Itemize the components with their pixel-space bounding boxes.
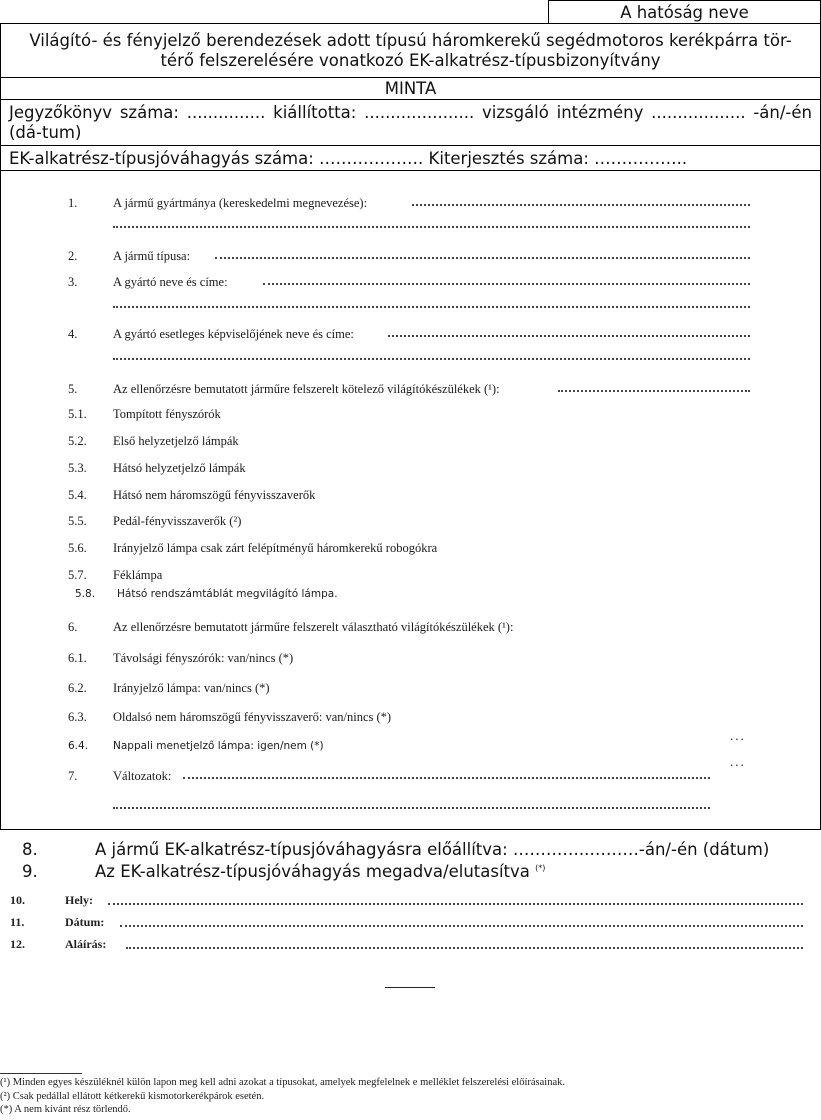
line-number: 12. (10, 937, 25, 951)
item-text: Hátsó nem háromszögű fényvisszaverők (113, 488, 316, 502)
dotted-line (558, 388, 750, 392)
minta-label: MINTA (0, 77, 821, 100)
end-rule (385, 987, 435, 988)
line-number: 10. (10, 893, 25, 907)
dotted-line (183, 775, 710, 779)
item-number: 5.2. (68, 434, 87, 448)
footnote-1: (¹) Minden egyes készüléknél külön lapon meg kell adni azokat a típusokat, amelyek megfelelnek e melléklet felszerelési előírásainak. (0, 1077, 565, 1088)
item-text: Irányjelző lámpa csak zárt felépítményű háromkerekű robogókra (113, 541, 438, 555)
approval-number-row: EK-alkatrész-típusjóváhagyás száma: ………………. Kiterjesztés száma: …………….. (0, 145, 821, 171)
line-text: Hely: (65, 893, 93, 907)
line-number: 9. (22, 862, 38, 881)
dotted-line (215, 255, 750, 259)
item-text: Az ellenőrzésre bemutatott járműre felszerelt kötelező világítókészülékek (¹): (113, 382, 500, 396)
item-text: Hátsó helyzetjelző lámpák (113, 461, 246, 475)
dotted-line (263, 281, 750, 285)
item-number: 4. (68, 327, 78, 341)
item-number: 5. (68, 382, 78, 396)
authority-name-cell: A hatóság neve (548, 0, 821, 24)
line-text: Dátum: (65, 915, 105, 929)
item-number: 7. (68, 769, 78, 783)
item-text: Nappali menetjelző lámpa: igen/nem (*) (113, 740, 324, 752)
item-number: 6.1. (68, 651, 87, 665)
line-number: 8. (22, 840, 38, 859)
item-number: 5.7. (68, 568, 87, 582)
extra-dots: ... (730, 728, 746, 743)
dotted-line (126, 945, 803, 949)
extra-dots: ... (730, 754, 746, 769)
item-text: Az ellenőrzésre bemutatott járműre felszerelt választható világítókészülékek (¹): (113, 620, 514, 634)
certificate-title-text: Világító- és fényjelző berendezések adott típusú háromkerekű segédmotoros kerékpárra tör- térő felszerelésére vonatkozó EK-alkatrész-típusbizonyítvány (29, 31, 792, 70)
dotted-line (412, 202, 750, 206)
item-text: A jármű típusa: (113, 249, 191, 263)
item-number: 5.6. (68, 541, 87, 555)
dotted-line (113, 356, 750, 360)
item-text: Távolsági fényszórók: van/nincs (*) (113, 651, 294, 665)
dotted-line (113, 224, 750, 228)
item-text: Pedál-fényvisszaverők (²) (113, 514, 242, 528)
dotted-line (113, 304, 750, 308)
item-text: A jármű gyártmánya (kereskedelmi megnevezése): (113, 196, 368, 210)
item-text: A gyártó neve és címe: (113, 275, 228, 289)
item-number: 6.4. (68, 740, 89, 752)
footnote-marker: (*) (535, 863, 546, 873)
dotted-line (113, 805, 710, 809)
item-text: Változatok: (113, 769, 172, 783)
dotted-line (388, 333, 750, 337)
item-number: 6.3. (68, 710, 87, 724)
item-number: 5.1. (68, 407, 87, 421)
item-text: Féklámpa (113, 568, 163, 582)
item-text: Tompított fényszórók (113, 407, 221, 421)
line-text-main: Az EK-alkatrész-típusjóváhagyás megadva/elutasítva (95, 862, 530, 881)
item-number: 6.2. (68, 681, 87, 695)
item-number: 5.5. (68, 514, 87, 528)
footnote-3: (*) A nem kívánt rész törlendő. (0, 1104, 131, 1115)
footnote-rule (0, 1073, 82, 1074)
item-text: Első helyzetjelző lámpák (113, 434, 239, 448)
footnote-2: (²) Csak pedállal ellátott kétkerekű kismotorkerékpárok esetén. (0, 1091, 265, 1102)
item-text: A gyártó esetleges képviselőjének neve és címe: (113, 327, 354, 341)
protocol-number-row: Jegyzőkönyv száma: ............... kiállította: ..................... vizsgáló intézmény .................. -án/-én (dá-tum) (0, 99, 821, 146)
item-text: Hátsó rendszámtáblát megvilágító lámpa. (117, 588, 338, 600)
item-number: 2. (68, 249, 78, 263)
item-number: 5.8. (75, 588, 96, 600)
certificate-title (0, 23, 821, 78)
dotted-line (120, 923, 803, 927)
line-text: A jármű EK-alkatrész-típusjóváhagyásra előállítva: …………..………-án/-én (dátum) (95, 840, 770, 859)
line-text (95, 862, 545, 881)
item-number: 5.3. (68, 461, 87, 475)
line-text: Aláírás: (65, 937, 107, 951)
item-text: Oldalsó nem háromszögű fényvisszaverő: van/nincs (*) (113, 710, 392, 724)
item-text: Irányjelző lámpa: van/nincs (*) (113, 681, 270, 695)
item-number: 3. (68, 275, 78, 289)
line-number: 11. (10, 915, 25, 929)
dotted-line (108, 901, 803, 905)
item-number: 6. (68, 620, 78, 634)
item-number: 5.4. (68, 488, 87, 502)
item-number: 1. (68, 196, 78, 210)
